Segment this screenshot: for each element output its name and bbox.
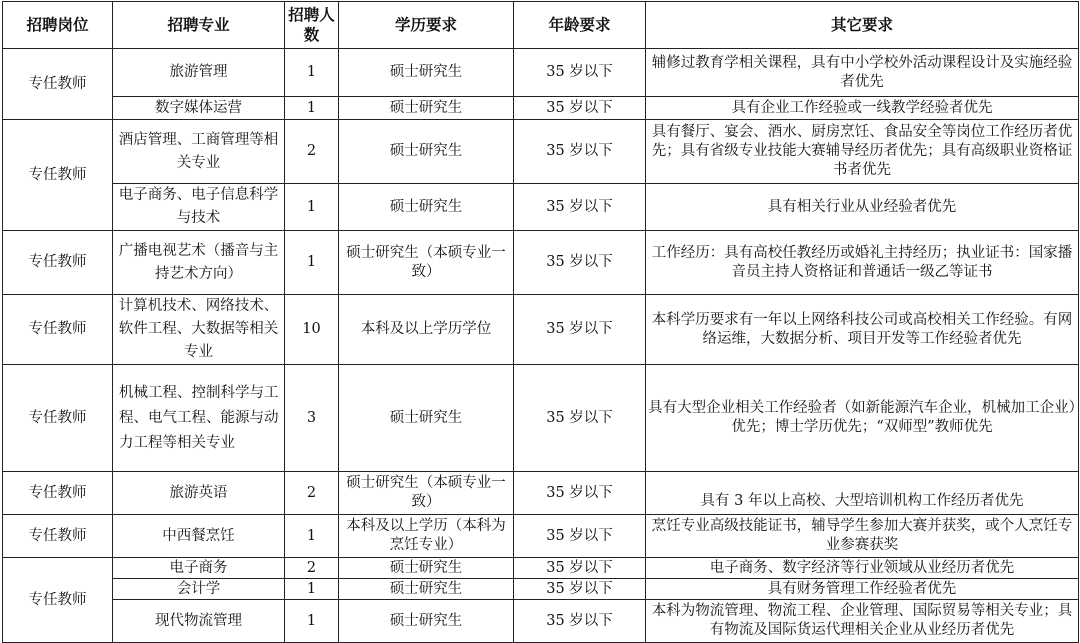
table-row — [3, 97, 1079, 120]
table-row — [3, 472, 1079, 515]
count-cell: 1 — [285, 231, 339, 295]
age-cell: 35 岁以下 — [514, 365, 646, 472]
other-requirements-cell: 具有 3 年以上高校、大型培训机构工作经历者优先 — [646, 472, 1079, 515]
age-cell: 35 岁以下 — [514, 97, 646, 120]
other-requirements-cell: 电子商务、数字经济等行业领域从业经历者优先 — [646, 558, 1079, 579]
major-cell: 旅游英语 — [113, 472, 285, 515]
other-requirements-cell: 工作经历：具有高校任教经历或婚礼主持经历；执业证书：国家播音员主持人资格证和普通话一级乙等证书 — [646, 231, 1079, 295]
count-cell: 2 — [285, 558, 339, 579]
age-cell: 35 岁以下 — [514, 295, 646, 365]
table-row — [3, 295, 1079, 365]
position-cell: 专任教师 — [3, 365, 113, 472]
major-cell: 现代物流管理 — [113, 600, 285, 643]
other-requirements-cell: 具有大型企业相关工作经验者（如新能源汽车企业，机械加工企业）优先；博士学历优先；“双师型”教师优先 — [646, 365, 1079, 472]
header-other: 其它要求 — [646, 2, 1079, 49]
age-cell: 35 岁以下 — [514, 558, 646, 579]
age-cell: 35 岁以下 — [514, 120, 646, 184]
position-cell: 专任教师 — [3, 558, 113, 643]
count-cell: 1 — [285, 600, 339, 643]
education-cell: 硕士研究生 — [339, 558, 514, 579]
major-cell: 电子商务、电子信息科学与技术 — [113, 184, 285, 231]
table-row — [3, 579, 1079, 600]
count-cell: 1 — [285, 515, 339, 558]
education-cell: 硕士研究生 — [339, 600, 514, 643]
table-row — [3, 558, 1079, 579]
header-count: 招聘人数 — [285, 2, 339, 49]
position-cell: 专任教师 — [3, 295, 113, 365]
education-cell: 硕士研究生 — [339, 120, 514, 184]
header-row — [3, 2, 1079, 49]
table-row — [3, 49, 1079, 97]
age-cell: 35 岁以下 — [514, 49, 646, 97]
education-cell: 硕士研究生（本硕专业一致） — [339, 472, 514, 515]
major-cell: 电子商务 — [113, 558, 285, 579]
other-requirements-cell: 具有餐厅、宴会、酒水、厨房烹饪、食品安全等岗位工作经历者优先；具有省级专业技能大赛辅导经历者优先；具有高级职业资格证书者优先 — [646, 120, 1079, 184]
position-cell: 专任教师 — [3, 231, 113, 295]
header-position: 招聘岗位 — [3, 2, 113, 49]
other-requirements-cell: 本科为物流管理、物流工程、企业管理、国际贸易等相关专业；具有物流及国际货运代理相关企业从业经历者优先 — [646, 600, 1079, 643]
count-cell: 1 — [285, 97, 339, 120]
other-requirements-cell: 具有财务管理工作经验者优先 — [646, 579, 1079, 600]
other-requirements-cell: 本科学历要求有一年以上网络科技公司或高校相关工作经验。有网络运维，大数据分析、项目开发等工作经验者优先 — [646, 295, 1079, 365]
major-cell: 会计学 — [113, 579, 285, 600]
count-cell: 1 — [285, 579, 339, 600]
age-cell: 35 岁以下 — [514, 472, 646, 515]
major-cell: 旅游管理 — [113, 49, 285, 97]
other-requirements-cell: 具有企业工作经验或一线教学经验者优先 — [646, 97, 1079, 120]
education-cell: 硕士研究生 — [339, 579, 514, 600]
age-cell: 35 岁以下 — [514, 515, 646, 558]
table-row — [3, 600, 1079, 643]
recruitment-table — [2, 1, 1079, 643]
education-cell: 本科及以上学历学位 — [339, 295, 514, 365]
major-cell: 广播电视艺术（播音与主持艺术方向） — [113, 231, 285, 295]
age-cell: 35 岁以下 — [514, 184, 646, 231]
table-row — [3, 231, 1079, 295]
position-cell: 专任教师 — [3, 120, 113, 231]
table-row — [3, 365, 1079, 472]
major-cell: 数字媒体运营 — [113, 97, 285, 120]
header-education: 学历要求 — [339, 2, 514, 49]
major-cell: 中西餐烹饪 — [113, 515, 285, 558]
count-cell: 2 — [285, 120, 339, 184]
education-cell: 本科及以上学历（本科为烹饪专业） — [339, 515, 514, 558]
age-cell: 35 岁以下 — [514, 579, 646, 600]
position-cell: 专任教师 — [3, 472, 113, 515]
education-cell: 硕士研究生 — [339, 365, 514, 472]
count-cell: 1 — [285, 184, 339, 231]
position-cell: 专任教师 — [3, 515, 113, 558]
education-cell: 硕士研究生 — [339, 184, 514, 231]
other-requirements-cell: 烹饪专业高级技能证书，辅导学生参加大赛并获奖，或个人烹饪专业参赛获奖 — [646, 515, 1079, 558]
major-cell: 酒店管理、工商管理等相关专业 — [113, 120, 285, 184]
education-cell: 硕士研究生 — [339, 49, 514, 97]
other-requirements-cell: 辅修过教育学相关课程，具有中小学校外活动课程设计及实施经验者优先 — [646, 49, 1079, 97]
position-cell: 专任教师 — [3, 49, 113, 120]
count-cell: 2 — [285, 472, 339, 515]
header-age: 年龄要求 — [514, 2, 646, 49]
education-cell: 硕士研究生 — [339, 97, 514, 120]
age-cell: 35 岁以下 — [514, 231, 646, 295]
other-requirements-cell: 具有相关行业从业经验者优先 — [646, 184, 1079, 231]
age-cell: 35 岁以下 — [514, 600, 646, 643]
count-cell: 3 — [285, 365, 339, 472]
count-cell: 1 — [285, 49, 339, 97]
header-major: 招聘专业 — [113, 2, 285, 49]
table-row — [3, 120, 1079, 184]
table-row — [3, 184, 1079, 231]
major-cell: 计算机技术、网络技术、软件工程、大数据等相关专业 — [113, 295, 285, 365]
table-row — [3, 515, 1079, 558]
education-cell: 硕士研究生（本硕专业一致） — [339, 231, 514, 295]
major-cell: 机械工程、控制科学与工程、电气工程、能源与动力工程等相关专业 — [113, 365, 285, 472]
count-cell: 10 — [285, 295, 339, 365]
